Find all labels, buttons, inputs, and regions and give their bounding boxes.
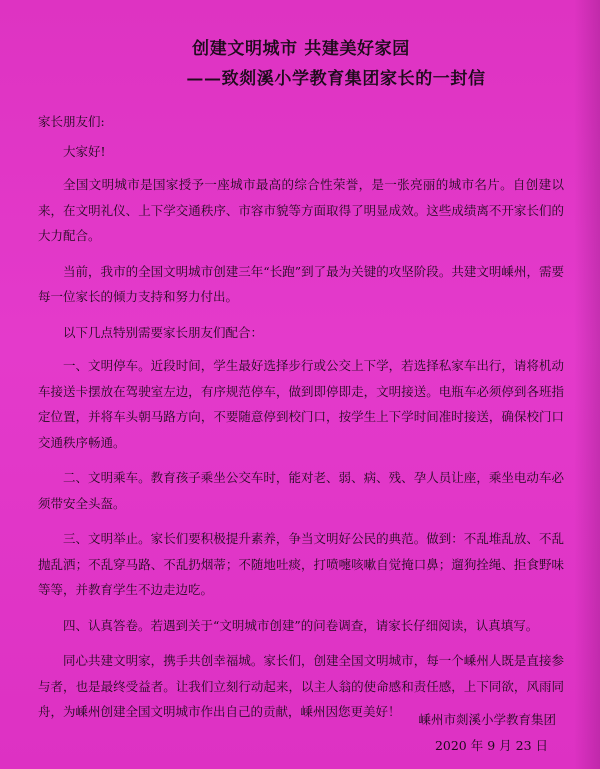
paragraph-civilized-behavior: 三、文明举止。家长们要积极提升素养，争当文明好公民的典范。做到：不乱堆乱放、不乱抛乱洒；不乱穿马路、不乱扔烟蒂；不随地吐痰，打喷嚏咳嗽自觉掩口鼻；遛狗拴绳、拒食野味等等，并教育学生不边走边吃。	[38, 531, 564, 597]
letter-title: 创建文明城市 共建美好家园	[192, 39, 410, 59]
paragraph-request-lead: 以下几点特别需要家长朋友们配合：	[63, 324, 264, 340]
paragraph-closing: 同心共建文明家，携手共创幸福城。家长们，创建全国文明城市，每一个嵊州人既是直接参与者，也是最终受益者。让我们立刻行动起来，以主人翁的使命感和责任感，上下同欲，风雨同舟，为嵊州创建全国文明城市作出自己的贡献，嵊州因您更美好！	[38, 653, 564, 719]
salutation: 家长朋友们:	[38, 114, 105, 129]
paragraph-intro: 全国文明城市是国家授予一座城市最高的综合性荣誉，是一张亮丽的城市名片。自创建以来，在文明礼仪、上下学交通秩序、市容市貌等方面取得了明显成效。这些成绩离不开家长们的大力配合。	[38, 177, 564, 243]
signature-organization: 嵊州市剡溪小学教育集团	[418, 712, 556, 727]
letter-header	[38, 34, 564, 94]
signature-date: 2020 年 9 月 23 日	[434, 738, 548, 753]
greeting: 大家好!	[63, 144, 106, 159]
paragraph-civilized-parking: 一、文明停车。近段时间，学生最好选择步行或公交上下学，若选择私家车出行，请将机动车接送卡摆放在驾驶室左边，有序规范停车，做到即停即走，文明接送。电瓶车必须停到各班指定位置，并将车头朝马路方向，不要随意停到校门口，按学生上下学时间准时接送，确保校门口交通秩序畅通。	[38, 358, 564, 450]
paragraph-civilized-riding: 二、文明乘车。教育孩子乘坐公交车时，能对老、弱、病、残、孕人员让座，乘坐电动车必须带安全头盔。	[38, 470, 564, 511]
letter-subtitle: ——致剡溪小学教育集团家长的一封信	[186, 69, 486, 89]
page-edge-shadow	[574, 0, 600, 769]
paragraph-current-stage: 当前，我市的全国文明城市创建三年“长跑”到了最为关键的攻坚阶段。共建文明嵊州，需要每一位家长的倾力支持和努力付出。	[38, 263, 564, 304]
paragraph-survey: 四、认真答卷。若遇到关于“文明城市创建”的问卷调查，请家长仔细阅读，认真填写。	[63, 617, 539, 633]
